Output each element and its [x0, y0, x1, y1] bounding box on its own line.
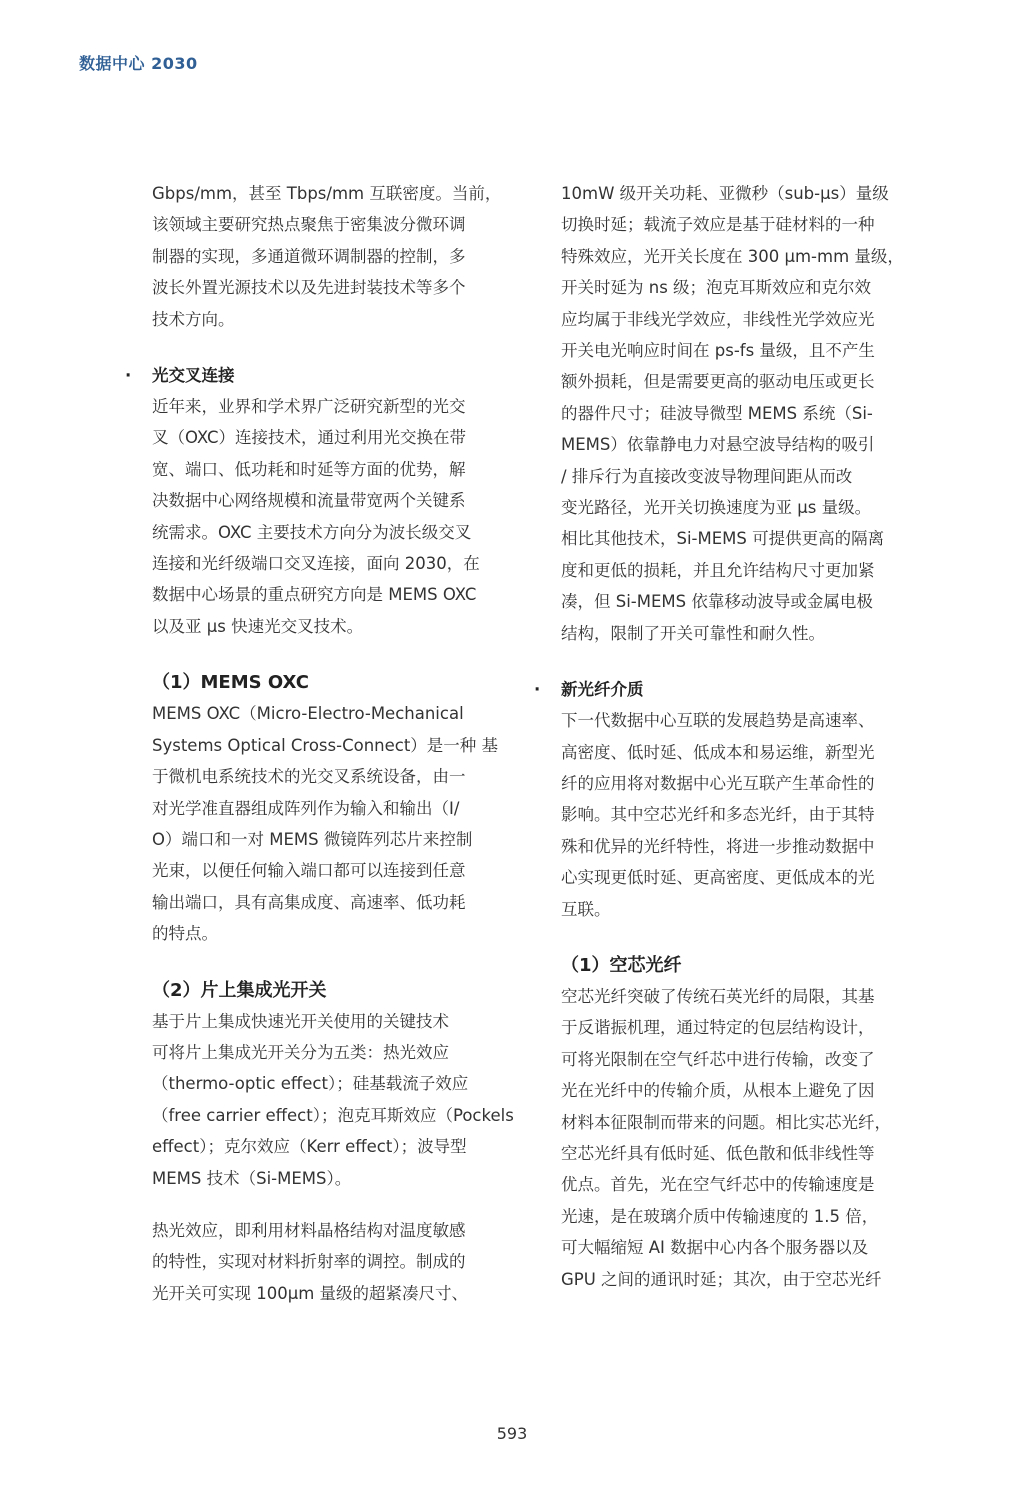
- text-line: 制器的实现，多通道微环调制器的控制，多: [152, 246, 466, 266]
- text-line: 可将光限制在空气纤芯中进行传输，改变了: [561, 1049, 875, 1069]
- continued-paragraph: [561, 178, 906, 649]
- text-line: 互联。: [561, 899, 611, 919]
- text-line: 凑，但 Si-MEMS 依靠移动波导或金属电极: [561, 592, 873, 612]
- bullet-heading-oxc: [125, 360, 497, 391]
- text-line: Systems Optical Cross-Connect）是一种 基: [152, 735, 499, 755]
- text-line: MEMS 技术（Si-MEMS）。: [152, 1168, 352, 1188]
- text-line: 技术方向。: [152, 309, 235, 329]
- text-line: 光束，以便任何输入端口都可以连接到任意: [152, 861, 466, 881]
- text-line: 优点。首先，光在空气纤芯中的传输速度是: [561, 1175, 875, 1195]
- text-line: 的特性，实现对材料折射率的调控。制成的: [152, 1252, 466, 1272]
- text-line: 心实现更低时延、更高密度、更低成本的光: [561, 868, 875, 888]
- text-line: 光开关可实现 100μm 量级的超紧凑尺寸、: [152, 1283, 469, 1303]
- text-line: 数据中心场景的重点研究方向是 MEMS OXC: [152, 585, 477, 605]
- bullet-heading-new-fiber: [534, 674, 906, 705]
- subsection-title-mems-oxc: （1）MEMS OXC: [152, 672, 309, 694]
- text-line: 可大幅缩短 AI 数据中心内各个服务器以及: [561, 1238, 869, 1258]
- text-line: （thermo-optic effect）；硅基载流子效应: [152, 1074, 469, 1094]
- text-line: 空芯光纤突破了传统石英光纤的局限，其基: [561, 986, 875, 1006]
- text-line: 高密度、低时延、低成本和易运维，新型光: [561, 742, 875, 762]
- text-line: 额外损耗，但是需要更高的驱动电压或更长: [561, 372, 875, 392]
- text-line: 可将片上集成光开关分为五类：热光效应: [152, 1042, 449, 1062]
- text-line: MEMS）依靠静电力对悬空波导结构的吸引: [561, 435, 875, 455]
- text-line: 影响。其中空芯光纤和多态光纤，由于其特: [561, 805, 875, 825]
- text-line: 切换时延；载流子效应是基于硅材料的一种: [561, 215, 875, 235]
- new-fiber-paragraph: [561, 705, 906, 925]
- text-line: 结构，限制了开关可靠性和耐久性。: [561, 623, 825, 643]
- text-line: 连接和光纤级端口交叉连接，面向 2030，在: [152, 554, 480, 574]
- text-line: 光在光纤中的传输介质，从根本上避免了因: [561, 1081, 875, 1101]
- text-line: 应均属于非线光学效应，非线性光学效应光: [561, 309, 875, 329]
- text-line: 的器件尺寸；硅波导微型 MEMS 系统（Si-: [561, 403, 873, 423]
- thermo-optic-paragraph: [152, 1215, 497, 1309]
- on-chip-paragraph: [152, 1006, 514, 1194]
- text-line: O）端口和一对 MEMS 微镜阵列芯片来控制: [152, 829, 473, 849]
- text-line: 热光效应，即利用材料晶格结构对温度敏感: [152, 1220, 466, 1240]
- left-column: [125, 178, 514, 1309]
- text-line: 特殊效应，光开关长度在 300 μm-mm 量级，: [561, 246, 904, 266]
- text-line: 统需求。OXC 主要技术方向分为波长级交叉: [152, 522, 472, 542]
- text-line: （free carrier effect）；泡克耳斯效应（Pockels: [152, 1105, 514, 1125]
- text-line: 以及亚 μs 快速光交叉技术。: [152, 616, 364, 636]
- bullet-dot: ·: [125, 366, 132, 386]
- text-line: 下一代数据中心互联的发展趋势是高速率、: [561, 711, 875, 731]
- text-line: 相比其他技术，Si-MEMS 可提供更高的隔离: [561, 529, 885, 549]
- text-line: 空芯光纤具有低时延、低色散和低非线性等: [561, 1143, 875, 1163]
- page-number: 593: [496, 1424, 528, 1443]
- text-line: 开关电光响应时间在 ps-fs 量级，且不产生: [561, 341, 875, 361]
- text-line: 度和更低的损耗，并且允许结构尺寸更加紧: [561, 560, 875, 580]
- text-line: 该领域主要研究热点聚焦于密集波分微环调: [152, 215, 466, 235]
- text-line: / 排斥行为直接改变波导物理间距从而改: [561, 466, 853, 486]
- text-line: 宽、端口、低功耗和时延等方面的优势，解: [152, 459, 466, 479]
- text-line: MEMS OXC（Micro-Electro-Mechanical: [152, 704, 464, 724]
- text-line: 材料本征限制而带来的问题。相比实芯光纤，: [561, 1112, 891, 1132]
- subsection-title-hollow-core-fiber: （1）空芯光纤: [561, 954, 682, 976]
- text-line: 开关时延为 ns 级；泡克耳斯效应和克尔效: [561, 278, 872, 298]
- running-header-title: 数据中心 2030: [79, 54, 198, 73]
- text-line: 的特点。: [152, 924, 218, 944]
- subsection-title-on-chip-switch: （2）片上集成光开关: [152, 979, 327, 1001]
- text-line: 基于片上集成快速光开关使用的关键技术: [152, 1011, 449, 1031]
- bullet-dot: ·: [534, 680, 541, 700]
- text-line: 波长外置光源技术以及先进封装技术等多个: [152, 278, 466, 298]
- oxc-paragraph: [152, 391, 497, 642]
- text-line: 纤的应用将对数据中心光互联产生革命性的: [561, 773, 875, 793]
- text-line: 殊和优异的光纤特性，将进一步推动数据中: [561, 836, 875, 856]
- section-title-oxc: 光交叉连接: [152, 366, 235, 386]
- text-line: 决数据中心网络规模和流量带宽两个关键系: [152, 491, 466, 511]
- text-line: 10mW 级开关功耗、亚微秒（sub-μs）量级: [561, 184, 889, 203]
- text-line: 近年来，业界和学术界广泛研究新型的光交: [152, 397, 466, 417]
- text-line: 对光学准直器组成阵列作为输入和输出（I/: [152, 798, 460, 818]
- text-line: GPU 之间的通讯时延；其次，由于空芯光纤: [561, 1269, 882, 1289]
- text-line: Gbps/mm，甚至 Tbps/mm 互联密度。当前，: [152, 184, 502, 203]
- mems-paragraph: [152, 698, 497, 949]
- section-title-new-fiber: 新光纤介质: [561, 680, 644, 700]
- text-line: effect）；克尔效应（Kerr effect）；波导型: [152, 1137, 467, 1157]
- intro-paragraph: [152, 178, 502, 335]
- text-line: 于微机电系统技术的光交叉系统设备，由一: [152, 767, 466, 787]
- text-line: 叉（OXC）连接技术，通过利用光交换在带: [152, 428, 467, 448]
- hollow-core-paragraph: [561, 981, 906, 1295]
- text-line: 输出端口，具有高集成度、高速率、低功耗: [152, 892, 466, 912]
- text-line: 光速，是在玻璃介质中传输速度的 1.5 倍，: [561, 1206, 879, 1226]
- text-line: 于反谐振机理，通过特定的包层结构设计，: [561, 1018, 875, 1038]
- right-column: [534, 178, 906, 1295]
- text-line: 变光路径，光开关切换速度为亚 μs 量级。: [561, 498, 872, 518]
